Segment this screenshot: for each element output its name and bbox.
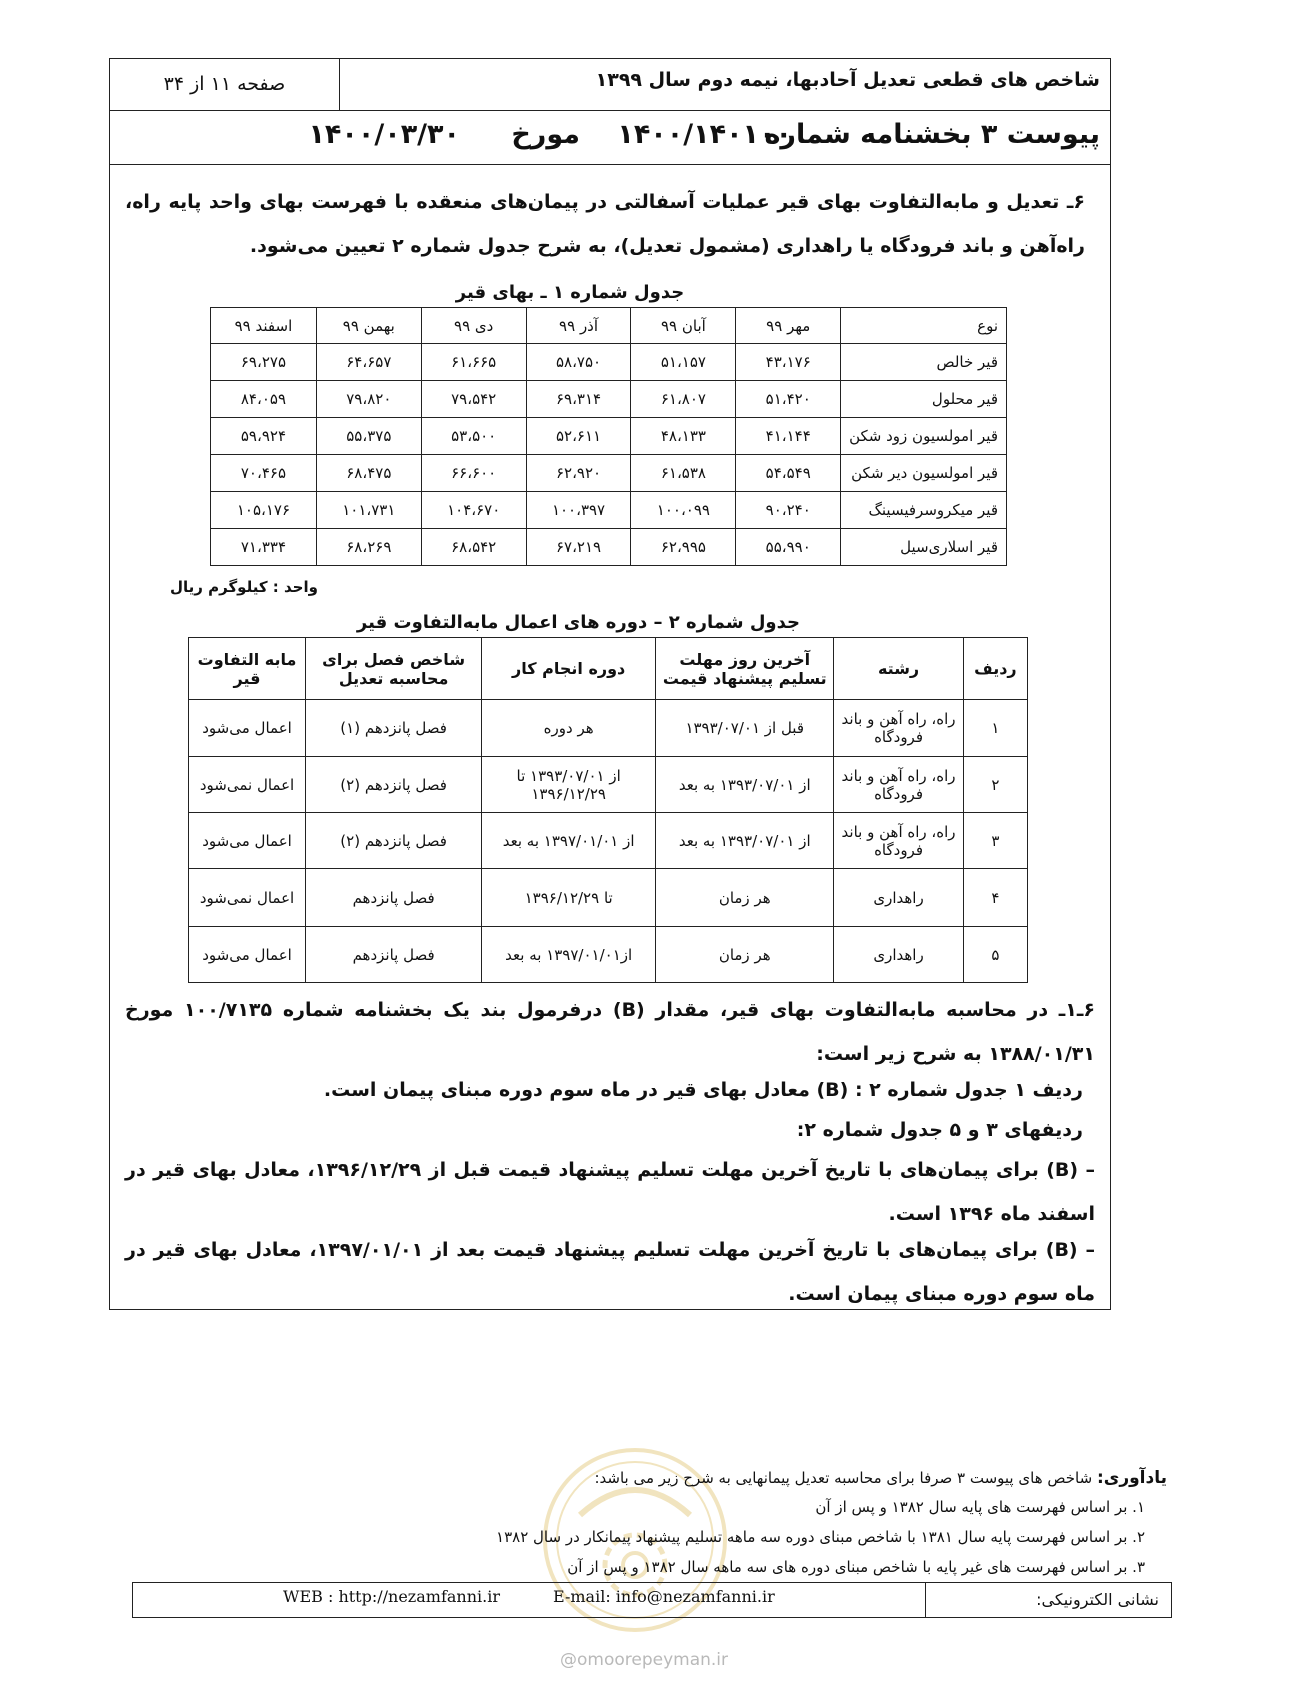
table-row	[189, 757, 1028, 813]
table-cell: ۱	[963, 700, 1027, 757]
table-row	[211, 381, 1007, 418]
table-cell: ۵۵،۳۷۵	[316, 418, 421, 455]
table-cell: قیر اسلاری‌سیل	[841, 529, 1007, 566]
dated-label: مورخ	[511, 119, 580, 150]
reminder-text: شاخص های پیوست ۳ صرفا برای محاسبه تعدیل پیمانهایی به شرح زیر می باشد:	[594, 1469, 1093, 1487]
table-cell: هر زمان	[656, 927, 834, 983]
table-header-row	[189, 638, 1028, 700]
table-cell: ۵	[963, 927, 1027, 983]
column-header: نوع	[841, 308, 1007, 344]
table-cell: ۲	[963, 757, 1027, 813]
table-row	[189, 813, 1028, 869]
table-cell: قیر میکروسرفیسینگ	[841, 492, 1007, 529]
rows-3-5-heading: ردیفهای ۳ و ۵ جدول شماره ۲:	[796, 1119, 1083, 1141]
table-cell: ۶۲،۹۹۵	[631, 529, 736, 566]
column-header: اسفند ۹۹	[211, 308, 317, 344]
table-cell: قبل از ۱۳۹۳/۰۷/۰۱	[656, 700, 834, 757]
table-row	[189, 927, 1028, 983]
table1-caption: جدول شماره ۱ ـ بهای قیر	[455, 282, 685, 303]
reminder-line	[594, 1468, 1167, 1488]
table-cell: ۵۹،۹۲۴	[211, 418, 317, 455]
table-cell: قیر محلول	[841, 381, 1007, 418]
contact-footer	[132, 1582, 1172, 1618]
column-header: دوره انجام کار	[482, 638, 656, 700]
table-cell: اعمال نمی‌شود	[189, 757, 306, 813]
table-cell: ۶۸،۵۴۲	[421, 529, 526, 566]
table-cell: اعمال می‌شود	[189, 927, 306, 983]
column-header: ردیف	[963, 638, 1027, 700]
email-link[interactable]: E-mail: info@nezamfanni.ir	[553, 1587, 775, 1606]
table-cell: ۴	[963, 869, 1027, 927]
table-cell: ۶۹،۲۷۵	[211, 344, 317, 381]
table-cell: تا ۱۳۹۶/۱۲/۲۹	[482, 869, 656, 927]
application-periods-table	[188, 637, 1028, 983]
column-header: رشته	[834, 638, 963, 700]
table-cell: ۱۰۰،۳۹۷	[526, 492, 631, 529]
table-cell: هر دوره	[482, 700, 656, 757]
column-header: دی ۹۹	[421, 308, 526, 344]
table-cell: فصل پانزدهم (۱)	[306, 700, 482, 757]
table-cell: ۴۱،۱۴۴	[736, 418, 841, 455]
after-date-rule: – (B) برای پیمان‌های با تاریخ آخرین مهلت تسلیم پیشنهاد قیمت بعد از ۱۳۹۷/۰۱/۰۱، معادل بهای قیر در ماه سوم دوره مبنای پیمان است.	[125, 1239, 1095, 1305]
table-cell: ۵۸،۷۵۰	[526, 344, 631, 381]
table-row	[211, 418, 1007, 455]
table-cell: ۶۴،۶۵۷	[316, 344, 421, 381]
column-header: بهمن ۹۹	[316, 308, 421, 344]
table-cell: راهداری	[834, 927, 963, 983]
table-cell: از۱۳۹۷/۰۱/۰۱ به بعد	[482, 927, 656, 983]
table-cell: ۶۸،۴۷۵	[316, 455, 421, 492]
column-header: آخرین روز مهلت تسلیم پیشنهاد قیمت	[656, 638, 834, 700]
table-cell: ۵۵،۹۹۰	[736, 529, 841, 566]
table-cell: ۸۴،۰۵۹	[211, 381, 317, 418]
table-cell: فصل پانزدهم	[306, 927, 482, 983]
table-cell: قیر امولسیون زود شکن	[841, 418, 1007, 455]
table-cell: ۶۱،۸۰۷	[631, 381, 736, 418]
column-header: مهر ۹۹	[736, 308, 841, 344]
intro-paragraph: ۶ـ تعدیل و مابه‌التفاوت بهای قیر عملیات آسفالتی در پیمان‌های منعقده با فهرست بهای واحد پایه راه، راه‌آهن و باند فرودگاه یا راهداری (مشمول تعدیل)، به شرح جدول شماره ۲ تعیین می‌شود.	[125, 191, 1085, 257]
table-row	[211, 492, 1007, 529]
circular-number: ۱۴۰۰/۱۴۰۱۰۰	[617, 119, 792, 150]
table-cell: راه، راه آهن و باند فرودگاه	[834, 700, 963, 757]
header-row	[110, 59, 1110, 111]
table-cell: ۱۰۱،۷۳۱	[316, 492, 421, 529]
table-row	[211, 344, 1007, 381]
table-cell: اعمال نمی‌شود	[189, 869, 306, 927]
table-cell: از ۱۳۹۳/۰۷/۰۱ به بعد	[656, 757, 834, 813]
table-cell: ۵۱،۴۲۰	[736, 381, 841, 418]
appendix-label: پیوست ۳ بخشنامه شماره	[764, 119, 1100, 150]
circular-row	[110, 111, 1110, 165]
table-cell: فصل پانزدهم	[306, 869, 482, 927]
table-cell: راه، راه آهن و باند فرودگاه	[834, 813, 963, 869]
reminder-item: ۳. بر اساس فهرست های غیر پایه با شاخص مبنای دوره های سه ماهه سال ۱۳۸۲ و پس از آن	[567, 1558, 1145, 1576]
reminder-label: یادآوری:	[1096, 1468, 1167, 1488]
reminder-item: ۲. بر اساس فهرست پایه سال ۱۳۸۱ با شاخص مبنای دوره سه ماهه تسلیم پیشنهاد پیمانکار در سال ۱۳۸۲	[496, 1528, 1145, 1546]
table-cell: ۱۰۰،۰۹۹	[631, 492, 736, 529]
table-cell: ۵۲،۶۱۱	[526, 418, 631, 455]
contact-label: نشانی الکترونیکی:	[925, 1583, 1171, 1617]
table-cell: ۶۶،۶۰۰	[421, 455, 526, 492]
table-header-row	[211, 308, 1007, 344]
table-cell: ۶۹،۳۱۴	[526, 381, 631, 418]
table-cell: ۷۱،۳۳۴	[211, 529, 317, 566]
table-cell: فصل پانزدهم (۲)	[306, 757, 482, 813]
table-cell: ۴۸،۱۳۳	[631, 418, 736, 455]
reminder-item: ۱. بر اساس فهرست های پایه سال ۱۳۸۲ و پس از آن	[815, 1498, 1145, 1516]
table-cell: ۹۰،۲۴۰	[736, 492, 841, 529]
column-header: شاخص فصل برای محاسبه تعدیل	[306, 638, 482, 700]
table-cell: قیر خالص	[841, 344, 1007, 381]
table-cell: ۴۳،۱۷۶	[736, 344, 841, 381]
table-row	[189, 869, 1028, 927]
table-cell: از ۱۳۹۳/۰۷/۰۱ به بعد	[656, 813, 834, 869]
table-cell: ۷۰،۴۶۵	[211, 455, 317, 492]
unit-note: واحد : کیلوگرم ریال	[170, 578, 318, 596]
table-cell: ۶۱،۵۳۸	[631, 455, 736, 492]
table-cell: فصل پانزدهم (۲)	[306, 813, 482, 869]
table-cell: ۷۹،۵۴۲	[421, 381, 526, 418]
table-cell: ۵۳،۵۰۰	[421, 418, 526, 455]
table-cell: اعمال می‌شود	[189, 813, 306, 869]
website-link[interactable]: WEB : http://nezamfanni.ir	[283, 1587, 500, 1606]
column-header: آبان ۹۹	[631, 308, 736, 344]
row1-rule: ردیف ۱ جدول شماره ۲ : (B) معادل بهای قیر در ماه سوم دوره مبنای پیمان است.	[323, 1079, 1083, 1101]
table-cell: از ۱۳۹۳/۰۷/۰۱ تا ۱۳۹۶/۱۲/۲۹	[482, 757, 656, 813]
table-cell: راهداری	[834, 869, 963, 927]
document-title: شاخص های قطعی تعدیل آحادبها، نیمه دوم سال ۱۳۹۹	[595, 69, 1100, 91]
table-cell: هر زمان	[656, 869, 834, 927]
bitumen-price-table	[210, 307, 1007, 566]
table-cell: راه، راه آهن و باند فرودگاه	[834, 757, 963, 813]
table-cell: ۳	[963, 813, 1027, 869]
table-cell: اعمال می‌شود	[189, 700, 306, 757]
table-row	[189, 700, 1028, 757]
table2-caption: جدول شماره ۲ – دوره های اعمال مابه‌التفاوت قیر	[356, 612, 800, 633]
column-header: مابه التفاوت قیر	[189, 638, 306, 700]
circular-date: ۱۴۰۰/۰۳/۳۰	[308, 119, 460, 150]
table-cell: ۵۴،۵۴۹	[736, 455, 841, 492]
section-6-1-paragraph: ۶ـ۱ـ در محاسبه مابه‌التفاوت بهای قیر، مقدار (B) درفرمول بند یک بخشنامه شماره ۱۰۰/۷۱۳۵ مورخ ۱۳۸۸/۰۱/۳۱ به شرح زیر است:	[125, 999, 1095, 1065]
table-row	[211, 529, 1007, 566]
watermark-site: @omoorepeyman.ir	[560, 1650, 729, 1670]
table-cell: ۶۱،۶۶۵	[421, 344, 526, 381]
table-cell: ۶۸،۲۶۹	[316, 529, 421, 566]
table-cell: ۱۰۵،۱۷۶	[211, 492, 317, 529]
column-header: آذر ۹۹	[526, 308, 631, 344]
table-cell: ۶۷،۲۱۹	[526, 529, 631, 566]
table-cell: ۷۹،۸۲۰	[316, 381, 421, 418]
table-cell: ۵۱،۱۵۷	[631, 344, 736, 381]
page-number: صفحه ۱۱ از ۳۴	[110, 59, 340, 111]
before-date-rule: – (B) برای پیمان‌های با تاریخ آخرین مهلت تسلیم پیشنهاد قیمت قبل از ۱۳۹۶/۱۲/۲۹، معادل بهای قیر در اسفند ماه ۱۳۹۶ است.	[125, 1159, 1095, 1225]
table-row	[211, 455, 1007, 492]
table-cell: از ۱۳۹۷/۰۱/۰۱ به بعد	[482, 813, 656, 869]
table-cell: قیر امولسیون دیر شکن	[841, 455, 1007, 492]
table-cell: ۱۰۴،۶۷۰	[421, 492, 526, 529]
table-cell: ۶۲،۹۲۰	[526, 455, 631, 492]
